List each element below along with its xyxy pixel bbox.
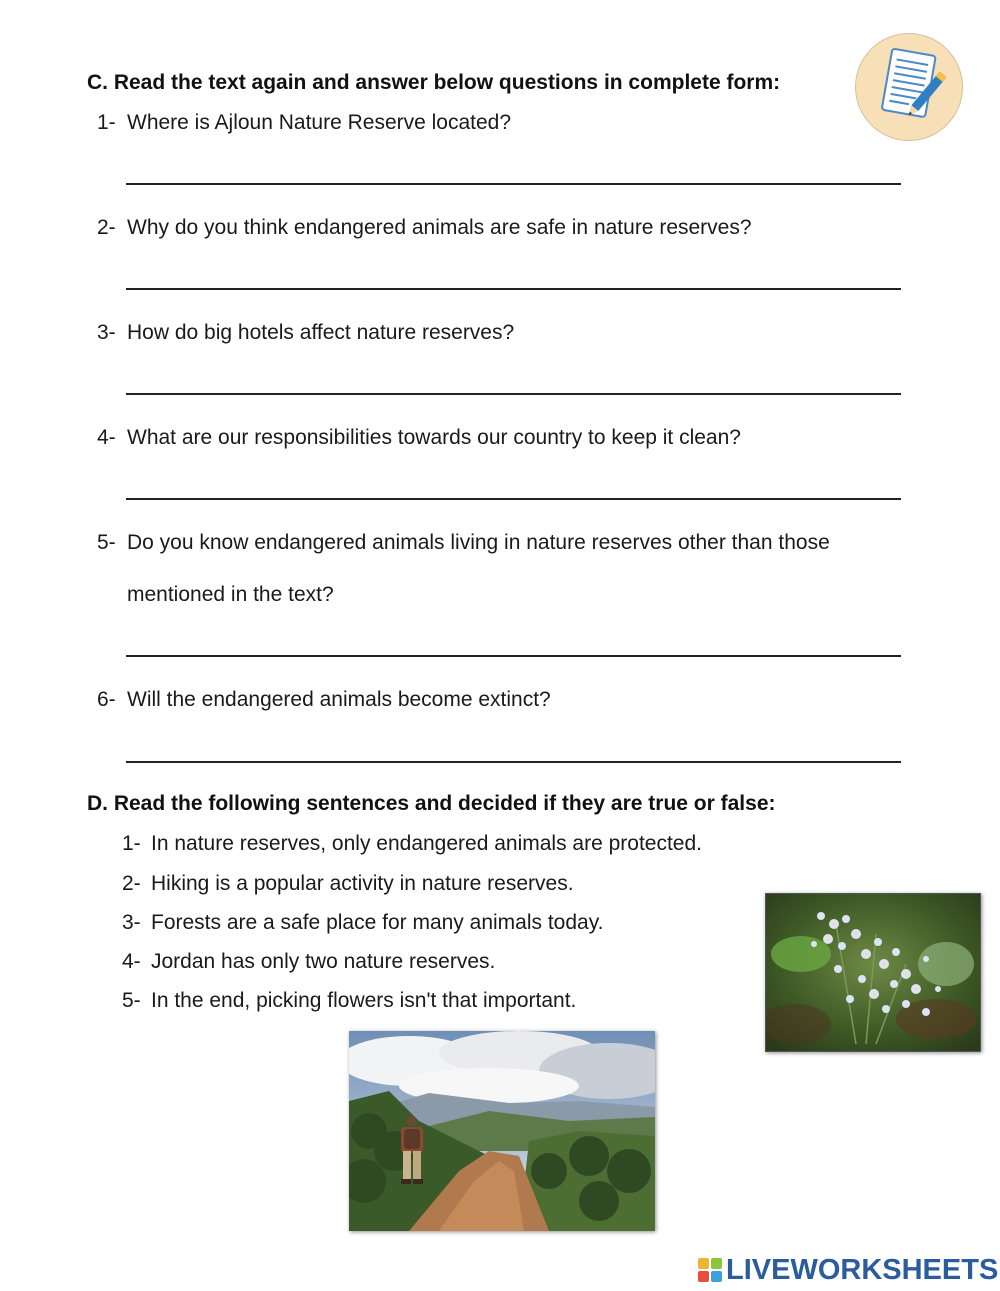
question-5 — [97, 531, 830, 606]
statement-number: 1- — [122, 832, 141, 855]
section-d-heading: D. Read the following sentences and decided if they are true or false: — [87, 792, 776, 815]
statement-3[interactable] — [122, 911, 603, 935]
question-number: 3- — [97, 321, 116, 344]
question-number: 2- — [97, 216, 116, 239]
brand-mark-square — [698, 1258, 709, 1269]
question-number: 4- — [97, 426, 116, 449]
brand-mark-icon — [698, 1258, 722, 1282]
statement-number: 4- — [122, 950, 141, 973]
brand-mark-square — [711, 1258, 722, 1269]
question-6 — [97, 688, 551, 712]
question-number: 6- — [97, 688, 116, 711]
statement-number: 2- — [122, 872, 141, 895]
question-text: What are our responsibilities towards our country to keep it clean? — [127, 426, 741, 449]
statement-2[interactable] — [122, 872, 574, 896]
answer-4-input[interactable] — [126, 498, 901, 500]
question-text: Why do you think endangered animals are safe in nature reserves? — [127, 216, 752, 239]
brand-name: LIVEWORKSHEETS — [726, 1253, 999, 1286]
statement-text: Hiking is a popular activity in nature reserves. — [151, 872, 574, 895]
question-4 — [97, 426, 741, 450]
question-text: Where is Ajloun Nature Reserve located? — [127, 111, 512, 134]
statement-text: In nature reserves, only endangered animals are protected. — [151, 832, 702, 855]
question-text: Will the endangered animals become extinct? — [127, 688, 551, 711]
question-2 — [97, 216, 752, 240]
statement-text: In the end, picking flowers isn't that important. — [151, 989, 577, 1012]
answer-5-input[interactable] — [126, 655, 901, 657]
statement-text: Forests are a safe place for many animals today. — [151, 911, 604, 934]
notepad-icon — [855, 33, 963, 141]
question-text: Do you know endangered animals living in nature reserves other than those — [127, 531, 830, 554]
question-text: How do big hotels affect nature reserves? — [127, 321, 515, 344]
answer-3-input[interactable] — [126, 393, 901, 395]
answer-6-input[interactable] — [126, 761, 901, 763]
question-3 — [97, 321, 514, 345]
question-number: 5- — [97, 531, 116, 554]
question-1 — [97, 111, 511, 135]
statement-number: 3- — [122, 911, 141, 934]
statement-text: Jordan has only two nature reserves. — [151, 950, 496, 973]
statement-number: 5- — [122, 989, 141, 1012]
answer-2-input[interactable] — [126, 288, 901, 290]
statement-1[interactable] — [122, 832, 702, 856]
answer-1-input[interactable] — [126, 183, 901, 185]
question-text-continuation: mentioned in the text? — [127, 583, 334, 606]
question-number: 1- — [97, 111, 116, 134]
section-c-heading: C. Read the text again and answer below questions in complete form: — [87, 71, 781, 94]
brand-mark-square — [711, 1271, 722, 1282]
statement-5[interactable] — [122, 989, 576, 1013]
flowers-photo — [765, 893, 981, 1052]
brand-mark-square — [698, 1271, 709, 1282]
liveworksheets-logo — [698, 1252, 998, 1288]
hiker-photo — [349, 1031, 655, 1231]
statement-4[interactable] — [122, 950, 495, 974]
